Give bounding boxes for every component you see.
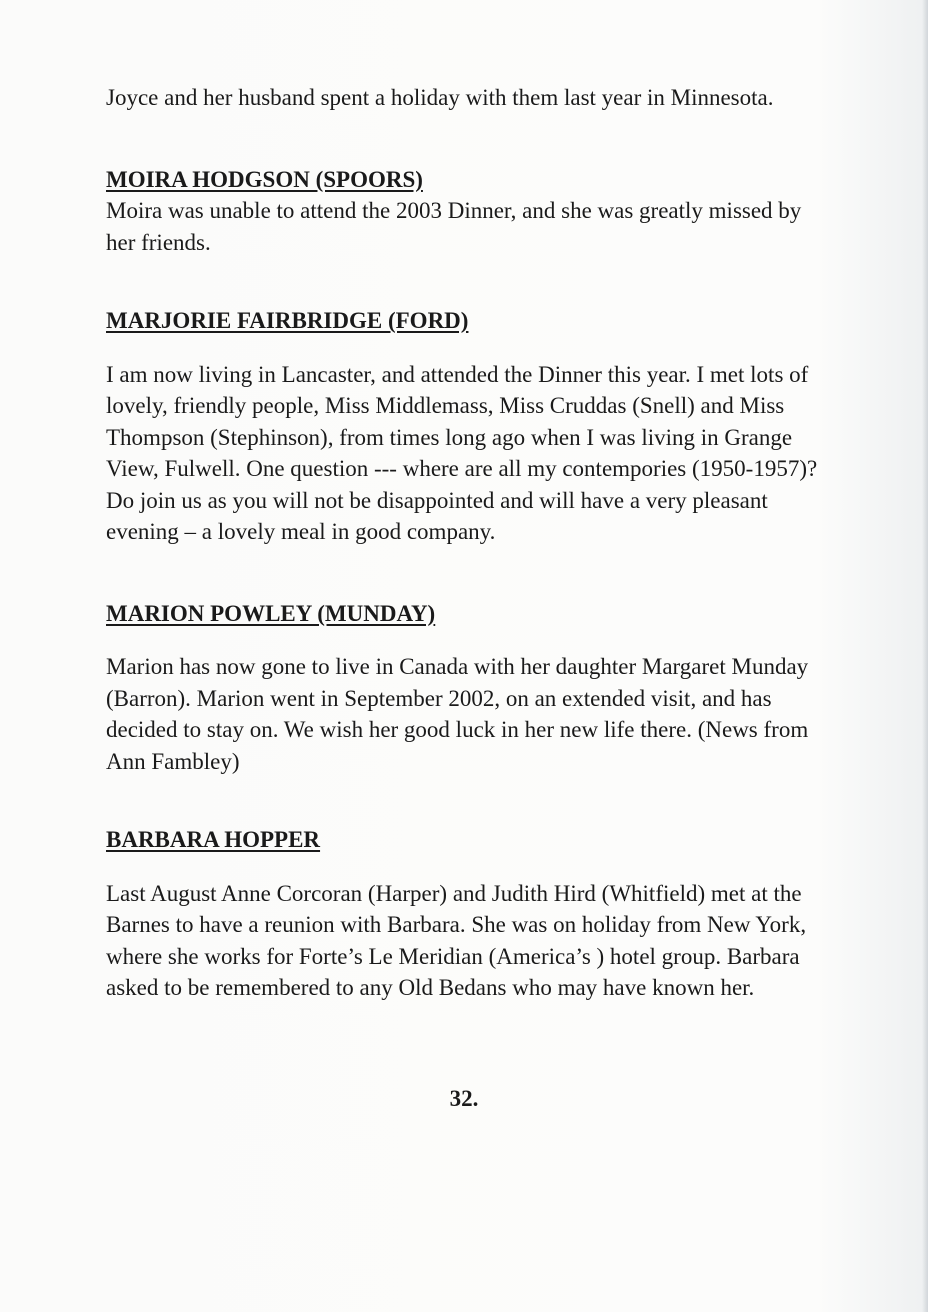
page-number: 32. [449,1086,479,1111]
section-body-barbara-hopper: Last August Anne Corcoran (Harper) and Judith Hird (Whitfield) met at the Barnes to have a reunion with Barbara. She was on holiday from New York, where she works for Forte’s Le Meridian (America’s ) hotel group. Barbara asked to be remembered to any Old Bedans who may have known her. [106,880,807,1000]
page-edge-shadow [922,0,928,1312]
section-body-moira-hodgson: Moira was unable to attend the 2003 Dinner, and she was greatly missed by her friends. [106,198,802,255]
section-body-marion-powley: Marion has now gone to live in Canada with her daughter Margaret Munday (Barron). Marion went in September 2002, on an extended visit, and has decided to stay on. We wish her good luck in her new life there. (News from Ann Fambley) [106,654,809,774]
section-heading-moira-hodgson: MOIRA HODGSON (SPOORS) [106,166,423,192]
page-content [106,82,832,1004]
section-body-marjorie-fairbridge: I am now living in Lancaster, and attended the Dinner this year. I met lots of lovely, friendly people, Miss Middlemass, Miss Cruddas (Snell) and Miss Thompson (Stephinson), from times long ago when I was living in Grange View, Fulwell. One question --- where are all my contempories (1950-1957)? Do join us as you will not be disappointed and will have a very pleasant evening – a lovely meal in good company. [106,361,818,544]
section-heading-marjorie-fairbridge: MARJORIE FAIRBRIDGE (FORD) [106,308,469,333]
section-heading-marion-powley: MARION POWLEY (MUNDAY) [106,600,436,626]
intro-paragraph: Joyce and her husband spent a holiday with them last year in Minnesota. [106,85,774,110]
section-heading-barbara-hopper: BARBARA HOPPER [106,827,321,852]
